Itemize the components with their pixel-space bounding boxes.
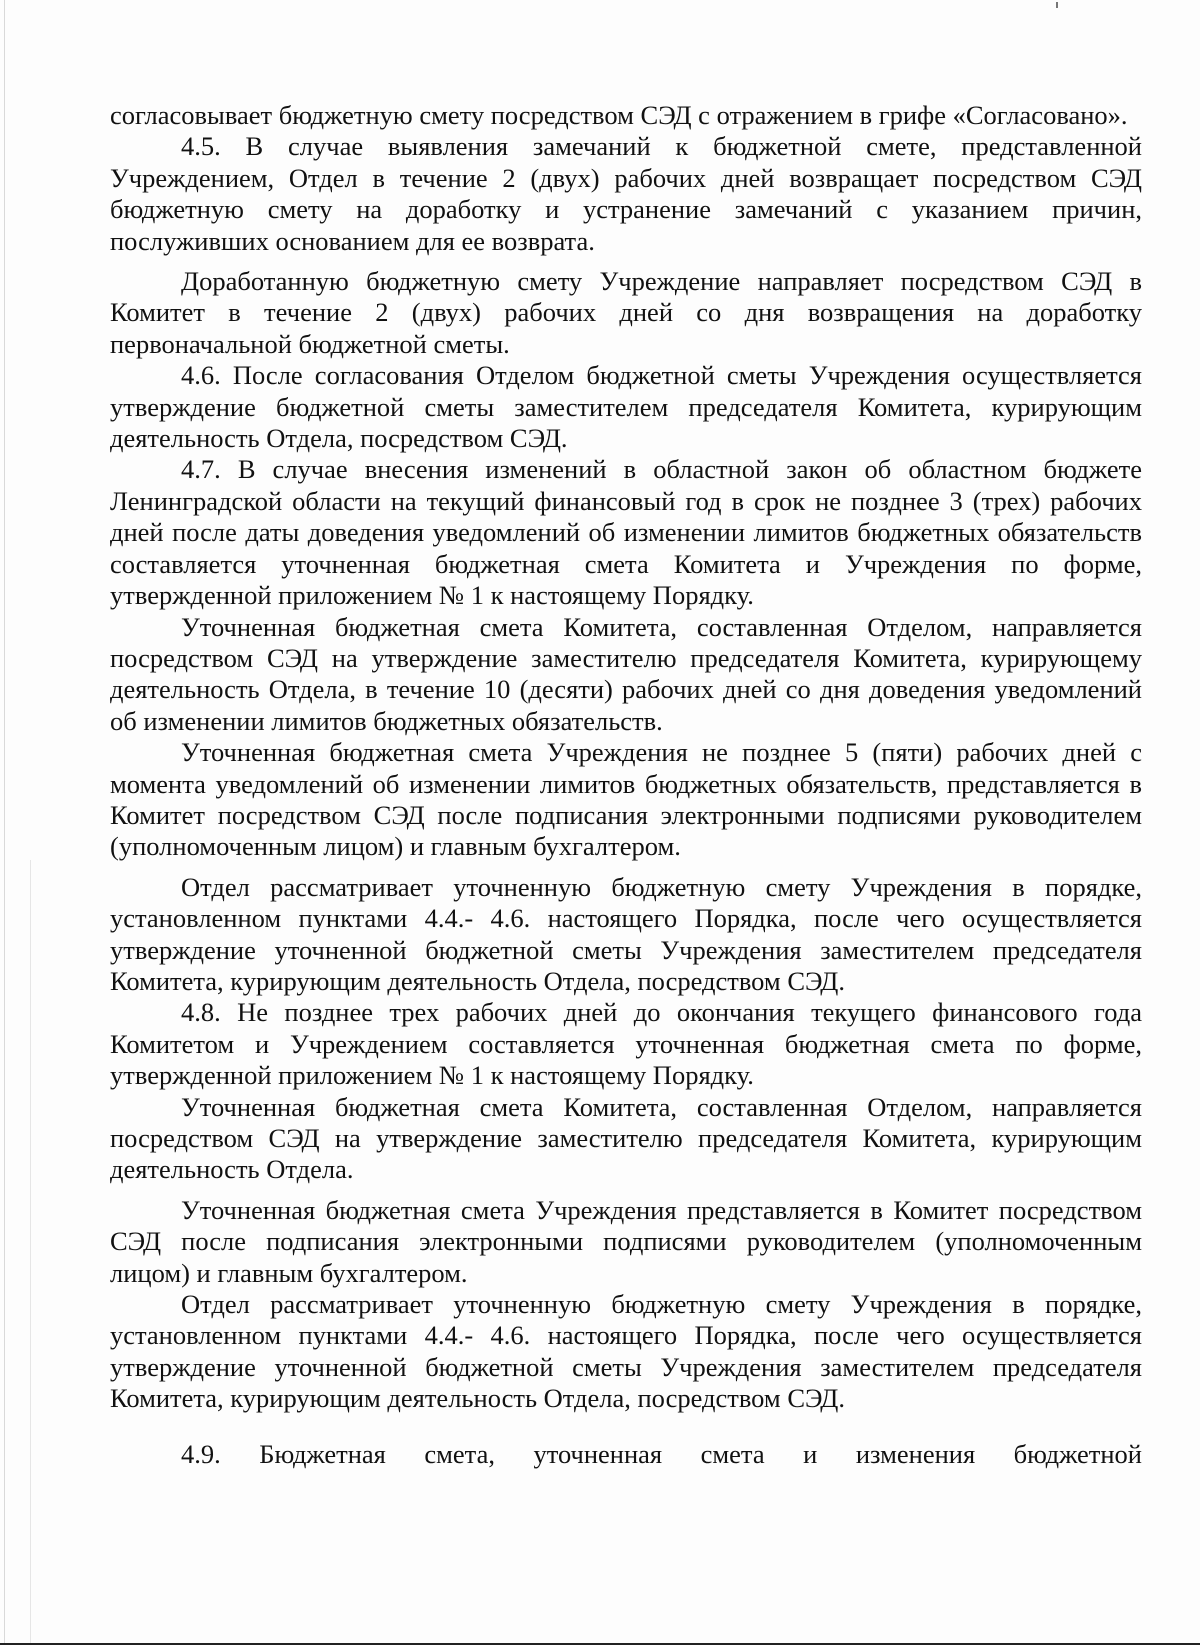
paragraph-institution-estimate: Уточненная бюджетная смета Учреждения не позднее 5 (пяти) рабочих дней с момента уведомлений об изменении лимитов бюджетных обязательств, представляется в Комитет посредством СЭД после подписания электронными подписями руководителем (уполномоченным лицом) и главным бухгалтером. [110, 737, 1142, 862]
document-body [110, 100, 1142, 1470]
paragraph-department-review-2: Отдел рассматривает уточненную бюджетную смету Учреждения в порядке, установленном пунктами 4.4.- 4.6. настоящего Порядка, после чего осуществляется утверждение уточненной бюджетной сметы Учреждения заместителем председателя Комитета, курирующим деятельность Отдела, посредством СЭД. [110, 1289, 1142, 1414]
paragraph-committee-estimate: Уточненная бюджетная смета Комитета, составленная Отделом, направляется посредством СЭД на утверждение заместителю председателя Комитета, курирующему деятельность Отдела, в течение 10 (десяти) рабочих дней со дня доведения уведомлений об изменении лимитов бюджетных обязательств. [110, 611, 1142, 736]
scan-speck [1056, 2, 1058, 8]
paragraph-4-5: 4.5. В случае выявления замечаний к бюджетной смете, представленной Учреждением, Отдел в течение 2 (двух) рабочих дней возвращает посредством СЭД бюджетную смету на доработку и устранение замечаний с указанием причин, послуживших основанием для ее возврата. [110, 131, 1142, 256]
paragraph-institution-estimate-2: Уточненная бюджетная смета Учреждения представляется в Комитет посредством СЭД после подписания электронными подписями руководителем (уполномоченным лицом) и главным бухгалтером. [110, 1194, 1142, 1288]
paragraph-department-review: Отдел рассматривает уточненную бюджетную смету Учреждения в порядке, установленном пунктами 4.4.- 4.6. настоящего Порядка, после чего осуществляется утверждение уточненной бюджетной сметы Учреждения заместителем председателя Комитета, курирующим деятельность Отдела, посредством СЭД. [110, 871, 1142, 996]
paragraph-4-8: 4.8. Не позднее трех рабочих дней до окончания текущего финансового года Комитетом и Учреждением составляется уточненная бюджетная смета по форме, утвержденной приложением № 1 к настоящему Порядку. [110, 997, 1142, 1091]
scan-edge-mark [30, 860, 31, 1645]
scan-edge-left [4, 0, 5, 1645]
paragraph-committee-estimate-2: Уточненная бюджетная смета Комитета, составленная Отделом, направляется посредством СЭД на утверждение заместителю председателя Комитета, курирующим деятельность Отдела. [110, 1091, 1142, 1185]
paragraph-revised-estimate: Доработанную бюджетную смету Учреждение направляет посредством СЭД в Комитет в течение 2 (двух) рабочих дней со дня возвращения на доработку первоначальной бюджетной сметы. [110, 266, 1142, 359]
paragraph-4-9: 4.9. Бюджетная смета, уточненная смета и изменения бюджетной [181, 1438, 1142, 1469]
paragraph-4-6: 4.6. После согласования Отделом бюджетной сметы Учреждения осуществляется утверждение бюджетной сметы заместителем председателя Комитета, курирующим деятельность Отдела, посредством СЭД. [110, 360, 1142, 454]
paragraph-4-7: 4.7. В случае внесения изменений в областной закон об областном бюджете Ленинградской области на текущий финансовый год в срок не позднее 3 (трех) рабочих дней после даты доведения уведомлений об изменении лимитов бюджетных обязательств составляется уточненная бюджетная смета Комитета и Учреждения по форме, утвержденной приложением № 1 к настоящему Порядку. [110, 454, 1142, 611]
paragraph-continuation: согласовывает бюджетную смету посредством СЭД с отражением в грифе «Согласовано». [110, 100, 1128, 130]
